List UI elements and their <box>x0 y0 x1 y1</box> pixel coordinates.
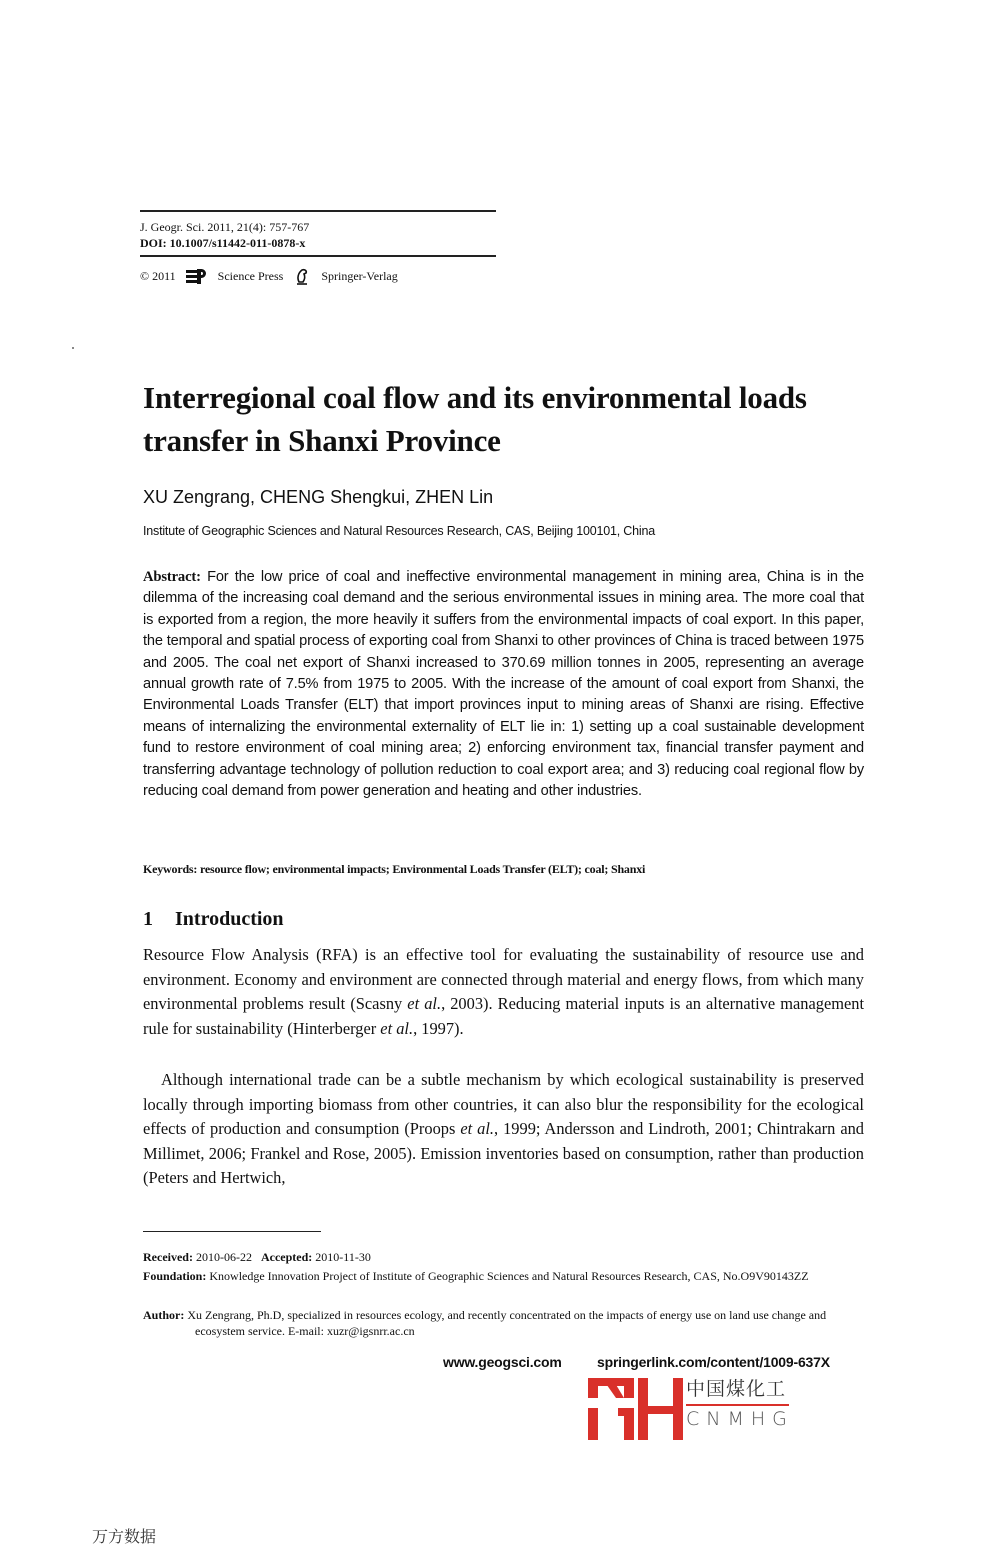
springerlink-url-link[interactable]: springerlink.com/content/1009-637X <box>597 1354 830 1370</box>
foundation-label: Foundation: <box>143 1269 207 1283</box>
italic-run: et al. <box>460 1119 495 1138</box>
keywords: Keywords: resource flow; environmental impacts; Environmental Loads Transfer (ELT); coal; Shanxi <box>143 862 646 876</box>
text-run: , 2003). Reducing material inputs is an alternative management rule for sustainability (Hinterberger <box>143 994 865 1038</box>
received-date: 2010-06-22 <box>195 1250 252 1264</box>
text-run: , 1999; Andersson and Lindroth, 2001; Chintrakarn and Millimet, 2006; Frankel and Rose, 2005). Emission inventories based on consumption, rather than production (Peters and Hertwich, <box>143 1119 864 1187</box>
cnmhg-mark-icon <box>588 1378 684 1440</box>
accepted-label: Accepted: <box>260 1250 313 1264</box>
journal-citation: J. Geogr. Sci. 2011, 21(4): 757-767 <box>140 220 310 234</box>
science-press-logo-icon <box>186 268 208 284</box>
journal-header <box>140 210 496 285</box>
header-rule <box>140 210 496 212</box>
text-run: , 1997). <box>413 1018 464 1038</box>
copyright: © 2011 <box>140 268 176 283</box>
section-number: 1 <box>143 908 153 930</box>
foundation-text: Knowledge Innovation Project of Institute of Geographic Sciences and Natural Resources Research, CAS, No.O9V90143ZZ <box>209 1269 809 1283</box>
section-heading <box>143 906 284 932</box>
scan-speck <box>72 347 74 349</box>
abstract-text: For the low price of coal and ineffective environmental management in mining area, China is in the dilemma of the increasing coal demand and the serious environmental issues in mining area. The more coal that is exported from a region, the more heavily it suffers from the environmental impacts of coal export. In this paper, the temporal and spatial process of exporting coal from Shanxi to other provinces of China is traced between 1975 and 2005. The coal net export of Shanxi increased to 370.69 million tonnes in 2005, representing an average annual growth rate of 7.5% from 1975 to 2005. With the increase of the amount of coal export from Shanxi, the Environmental Loads Transfer (ELT) that import provinces input to mining areas of Shanxi are rising. Effective means of internalizing the environmental externality of ELT lie in: 1) setting up a coal sustainable development fund to restore environment of coal mining area; 2) enforcing environment tax, financial transfer payment and transferring advantage technology of pollution reduction to coal export area; and 3) reducing coal regional flow by reducing coal demand from power generation and heating and other industries. <box>143 569 864 800</box>
received-label: Received: <box>143 1250 193 1264</box>
doi: DOI: 10.1007/s11442-011-0878-x <box>140 236 306 250</box>
italic-run: et al. <box>380 1018 414 1038</box>
paragraph <box>143 943 864 1041</box>
publisher-science-press: Science Press <box>217 268 284 283</box>
footnote-author <box>143 1307 864 1339</box>
publisher-row <box>140 267 496 285</box>
abstract-label: Abstract: <box>143 569 201 585</box>
cnmhg-logo <box>588 1378 798 1440</box>
footnote-rule <box>143 1231 321 1232</box>
author-label: Author: <box>143 1308 185 1322</box>
header-rule <box>140 255 496 257</box>
publisher-springer: Springer-Verlag <box>321 268 398 283</box>
article-title: Interregional coal flow and its environmental loads transfer in Shanxi Province <box>143 380 807 458</box>
italic-run: et al. <box>407 994 442 1013</box>
wanfang-watermark: 万方数据 <box>92 1527 157 1546</box>
footnote-dates <box>143 1249 864 1265</box>
text-run: Resource Flow Analysis (RFA) is an effective tool for evaluating the sustainability of resource use and environment. Economy and environment are connected through material and energy flows, from which many environmental problems result (Scasny <box>143 945 864 1013</box>
author-text: Xu Zengrang, Ph.D, specialized in resources ecology, and recently concentrated on the impacts of energy use on land use change and ecosystem service. E-mail: xuzr@igsnrr.ac.cn <box>187 1308 827 1338</box>
logo-english-text: CNMHG <box>686 1408 794 1430</box>
text-run: Although international trade can be a subtle mechanism by which ecological sustainability is preserved locally through importing biomass from other countries, it can also blur the responsibility for the ecological effects of production and consumption (Proops <box>143 1070 864 1138</box>
springer-horse-logo-icon <box>293 267 311 285</box>
affiliation: Institute of Geographic Sciences and Natural Resources Research, CAS, Beijing 100101, China <box>143 524 655 538</box>
logo-chinese-text: 中国煤化工 <box>686 1378 787 1400</box>
abstract <box>143 567 864 802</box>
accepted-date: 2010-11-30 <box>315 1250 371 1264</box>
section-title: Introduction <box>175 908 284 930</box>
footnote-foundation <box>143 1268 864 1284</box>
authors: XU Zengrang, CHENG Shengkui, ZHEN Lin <box>143 487 494 507</box>
logo-divider <box>686 1404 789 1406</box>
journal-url-link[interactable]: www.geogsci.com <box>443 1354 562 1370</box>
paragraph <box>143 1068 864 1191</box>
